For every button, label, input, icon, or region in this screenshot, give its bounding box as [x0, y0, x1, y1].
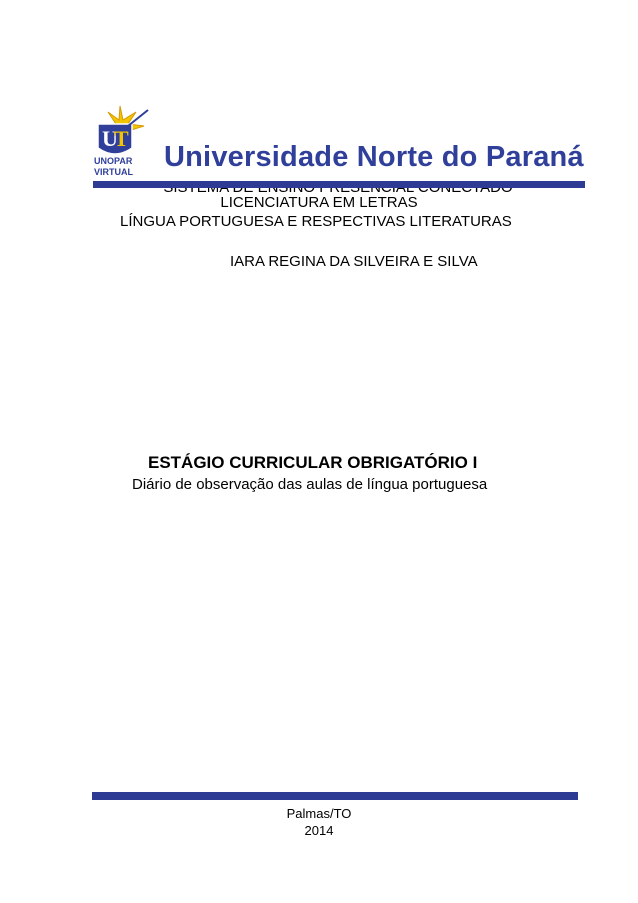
svg-text:VIRTUAL: VIRTUAL — [94, 167, 133, 177]
svg-text:U: U — [102, 126, 118, 151]
svg-text:T: T — [114, 126, 129, 151]
city: Palmas/TO — [286, 806, 352, 821]
year: 2014 — [304, 823, 334, 838]
course-name: LICENCIATURA EM LETRAS — [220, 194, 418, 211]
document-title: ESTÁGIO CURRICULAR OBRIGATÓRIO I — [148, 453, 478, 472]
university-name: Universidade Norte do Paraná — [164, 141, 584, 173]
document-subtitle: Diário de observação das aulas de língua portuguesa — [132, 476, 488, 493]
author-name: IARA REGINA DA SILVEIRA E SILVA — [230, 253, 478, 270]
unopar-virtual-logo — [92, 104, 152, 180]
svg-text:UNOPAR: UNOPAR — [94, 156, 133, 166]
header-divider — [93, 181, 585, 188]
course-area: LÍNGUA PORTUGUESA E RESPECTIVAS LITERATURAS — [120, 213, 512, 230]
footer-divider — [92, 792, 578, 800]
